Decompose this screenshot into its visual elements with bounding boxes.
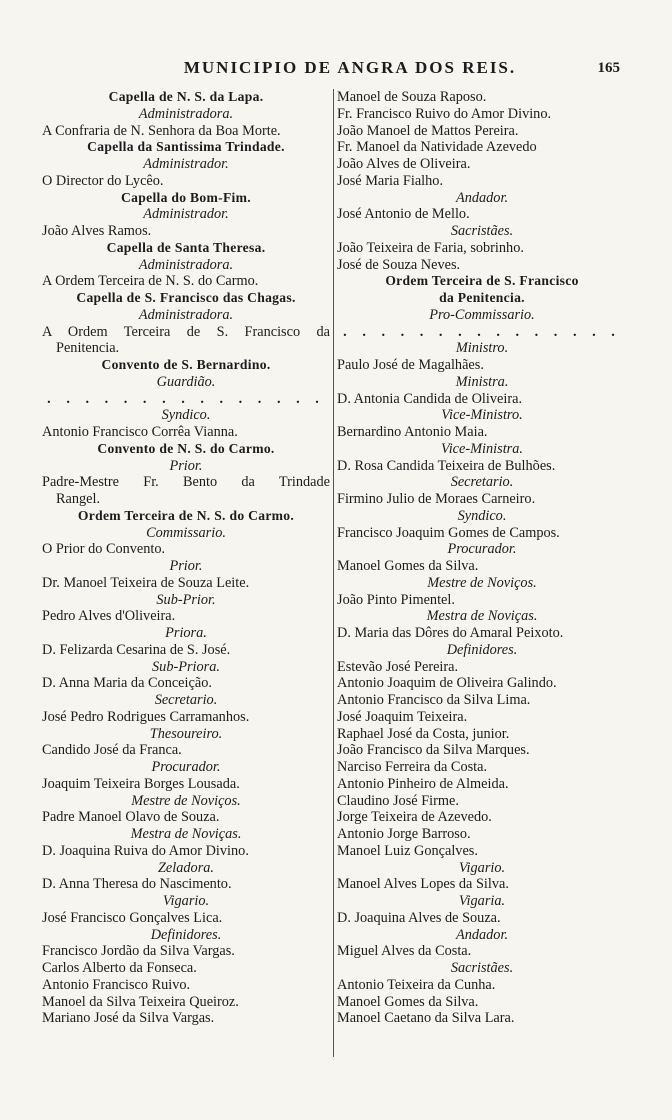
- role-heading: Sacristães.: [450, 223, 514, 239]
- entry-line: Manoel Gomes da Silva.: [337, 993, 479, 1010]
- entry-line: O Director do Lycêo.: [42, 172, 164, 189]
- entry-line: Candido José da Franca.: [42, 742, 182, 759]
- right-column: [337, 89, 627, 1027]
- entry-line: Bernardino Antonio Maia.: [337, 424, 488, 440]
- entry-line: José Joaquim Teixeira.: [337, 708, 468, 725]
- page-number: 165: [597, 60, 620, 76]
- left-column: [42, 89, 330, 1027]
- entry-line: Carlos Alberto da Fonseca.: [42, 960, 197, 976]
- entry-line: Padre Manoel Olavo de Souza.: [42, 809, 220, 826]
- role-heading: Sub-Prior.: [156, 591, 216, 608]
- entry-line: D. Anna Theresa do Nascimento.: [42, 876, 232, 893]
- entry-line: Francisco Joaquim Gomes de Campos.: [337, 524, 560, 541]
- section-heading: Capella do Bom-Fim.: [121, 189, 251, 205]
- entry-line: Antonio Pinheiro de Almeida.: [337, 775, 509, 792]
- role-heading: Prior.: [169, 558, 203, 574]
- entry-line: Firmino Julio de Moraes Carneiro.: [337, 491, 536, 507]
- entry-line: D. Antonia Candida de Oliveira.: [337, 390, 523, 407]
- entry-line: João Manoel de Mattos Pereira.: [337, 122, 519, 139]
- entry-line: Raphael José da Costa, junior.: [337, 725, 510, 742]
- role-heading: Administrador.: [143, 206, 229, 223]
- role-heading: Sub-Priora.: [152, 658, 220, 675]
- section-heading: Convento de N. S. do Carmo.: [97, 440, 275, 456]
- role-heading: Vigario.: [162, 893, 210, 909]
- role-heading: Administradora.: [138, 256, 234, 273]
- running-title: MUNICIPIO DE ANGRA DOS REIS.: [183, 58, 517, 77]
- role-heading: Vice-Ministro.: [441, 407, 523, 424]
- role-heading: Vigario.: [458, 859, 506, 876]
- entry-line: Manoel Gomes da Silva.: [337, 558, 479, 574]
- role-heading: Andador.: [455, 926, 509, 943]
- role-heading: Definidores.: [150, 926, 222, 943]
- role-heading: Procurador.: [447, 541, 517, 558]
- section-heading: Capella da Santissima Trindade.: [87, 139, 285, 155]
- role-heading: Rangel.: [56, 491, 101, 507]
- section-heading: Ordem Terceira de N. S. do Carmo.: [77, 507, 295, 523]
- role-heading: Syndico.: [457, 507, 507, 524]
- entry-line: José de Souza Neves.: [337, 256, 461, 273]
- role-heading: Pro-Commissario.: [429, 306, 535, 323]
- role-heading: Sacristães.: [450, 960, 514, 976]
- role-heading: Guardião.: [156, 373, 216, 390]
- entry-line: João Alves Ramos.: [42, 223, 152, 239]
- entry-line: D. Rosa Candida Teixeira de Bulhões.: [337, 457, 556, 474]
- entry-line: Jorge Teixeira de Azevedo.: [337, 809, 492, 826]
- role-heading: Vice-Ministra.: [441, 440, 523, 457]
- section-heading: Capella de N. S. da Lapa.: [108, 89, 264, 104]
- entry-line: João Alves de Oliveira.: [337, 156, 471, 172]
- entry-line: José Francisco Gonçalves Lica.: [42, 909, 223, 926]
- entry-line: Francisco Jordão da Silva Vargas.: [42, 943, 235, 960]
- section-heading: Convento de S. Bernardino.: [101, 357, 271, 372]
- section-heading: Ordem Terceira de S. Francisco: [385, 273, 579, 289]
- section-heading: da Penitencia.: [439, 290, 525, 305]
- entry-line: Manoel de Souza Raposo.: [337, 89, 487, 105]
- role-heading: Procurador.: [151, 759, 221, 775]
- entry-line: A Ordem Terceira de N. S. do Carmo.: [42, 273, 259, 290]
- page-header: [40, 58, 620, 84]
- entry-line: Miguel Alves da Costa.: [337, 943, 472, 960]
- role-heading: Andador.: [455, 189, 509, 206]
- entry-line: João Pinto Pimentel.: [337, 591, 455, 608]
- entry-line: João Francisco da Silva Marques.: [337, 742, 530, 759]
- role-heading: Administradora.: [138, 105, 234, 122]
- role-heading: Ministra.: [455, 373, 509, 390]
- entry-line: D. Joaquina Ruiva do Amor Divino.: [42, 842, 249, 859]
- entry-line: Antonio Teixeira da Cunha.: [337, 976, 496, 993]
- entry-line: Fr. Manoel da Natividade Azevedo: [337, 139, 537, 156]
- entry-line: Narciso Ferreira da Costa.: [337, 759, 488, 775]
- entry-line: José Maria Fialho.: [337, 172, 444, 189]
- entry-line: D. Joaquina Alves de Souza.: [337, 909, 501, 926]
- entry-line: Joaquim Teixeira Borges Lousada.: [42, 775, 240, 792]
- role-heading: Mestra de Noviças.: [426, 608, 538, 625]
- entry-line: Manoel da Silva Teixeira Queiroz.: [42, 993, 239, 1010]
- role-heading: Mestre de Noviços.: [427, 574, 537, 591]
- entry-line: Manoel Luiz Gonçalves.: [337, 842, 478, 859]
- entry-line: Antonio Joaquim de Oliveira Galindo.: [337, 675, 557, 692]
- entry-line: Padre-Mestre Fr. Bento da Trindade: [42, 474, 330, 491]
- role-heading: Vigaria.: [458, 893, 506, 909]
- entry-line: Paulo José de Magalhães.: [337, 357, 484, 373]
- role-heading: Prior.: [169, 457, 203, 474]
- entry-line: Dr. Manoel Teixeira de Souza Leite.: [42, 574, 250, 591]
- entry-line: Pedro Alves d'Oliveira.: [42, 608, 176, 625]
- entry-line: João Teixeira de Faria, sobrinho.: [337, 239, 524, 256]
- role-heading: Ministro.: [455, 340, 509, 357]
- dotted-leader: . . . . . . . . . . . . . . .: [47, 390, 325, 407]
- section-heading: Capella de Santa Theresa.: [106, 239, 266, 255]
- column-divider: [333, 89, 334, 1057]
- entry-line: Estevão José Pereira.: [337, 658, 459, 675]
- entry-line: D. Maria das Dôres do Amaral Peixoto.: [337, 625, 564, 641]
- section-heading: Capella de S. Francisco das Chagas.: [76, 290, 296, 305]
- entry-line: Fr. Francisco Ruivo do Amor Divino.: [337, 105, 552, 122]
- entry-line: Mariano José da Silva Vargas.: [42, 1010, 215, 1027]
- role-heading: Secretario.: [154, 692, 218, 708]
- entry-line: Claudino José Firme.: [337, 792, 459, 809]
- entry-line: D. Felizarda Cesarina de S. José.: [42, 641, 231, 658]
- role-heading: Priora.: [165, 625, 207, 641]
- role-heading: Administrador.: [143, 156, 229, 172]
- entry-line: José Pedro Rodrigues Carramanhos.: [42, 708, 250, 725]
- role-heading: Definidores.: [446, 641, 518, 658]
- role-heading: Thesoureiro.: [149, 725, 223, 742]
- role-heading: Syndico.: [161, 407, 211, 424]
- entry-line: José Antonio de Mello.: [337, 206, 470, 223]
- dotted-leader: . . . . . . . . . . . . . . .: [343, 323, 621, 340]
- entry-line: A Confraria de N. Senhora da Boa Morte.: [42, 122, 281, 139]
- role-heading: Commissario.: [146, 524, 226, 541]
- role-heading: Mestre de Noviços.: [131, 792, 241, 809]
- entry-line: Antonio Francisco Corrêa Vianna.: [42, 424, 238, 440]
- entry-line: A Ordem Terceira de S. Francisco da: [42, 323, 330, 340]
- entry-line: Antonio Francisco da Silva Lima.: [337, 692, 531, 708]
- role-heading: Penitencia.: [56, 340, 120, 357]
- entry-line: Antonio Francisco Ruivo.: [42, 976, 191, 993]
- role-heading: Secretario.: [450, 474, 514, 491]
- role-heading: Mestra de Noviças.: [130, 826, 242, 842]
- entry-line: Manoel Caetano da Silva Lara.: [337, 1010, 515, 1027]
- role-heading: Zeladora.: [157, 859, 214, 876]
- role-heading: Administradora.: [138, 306, 234, 323]
- entry-line: O Prior do Convento.: [42, 541, 166, 558]
- entry-line: Antonio Jorge Barroso.: [337, 826, 471, 842]
- entry-line: D. Anna Maria da Conceição.: [42, 675, 212, 692]
- entry-line: Manoel Alves Lopes da Silva.: [337, 876, 509, 893]
